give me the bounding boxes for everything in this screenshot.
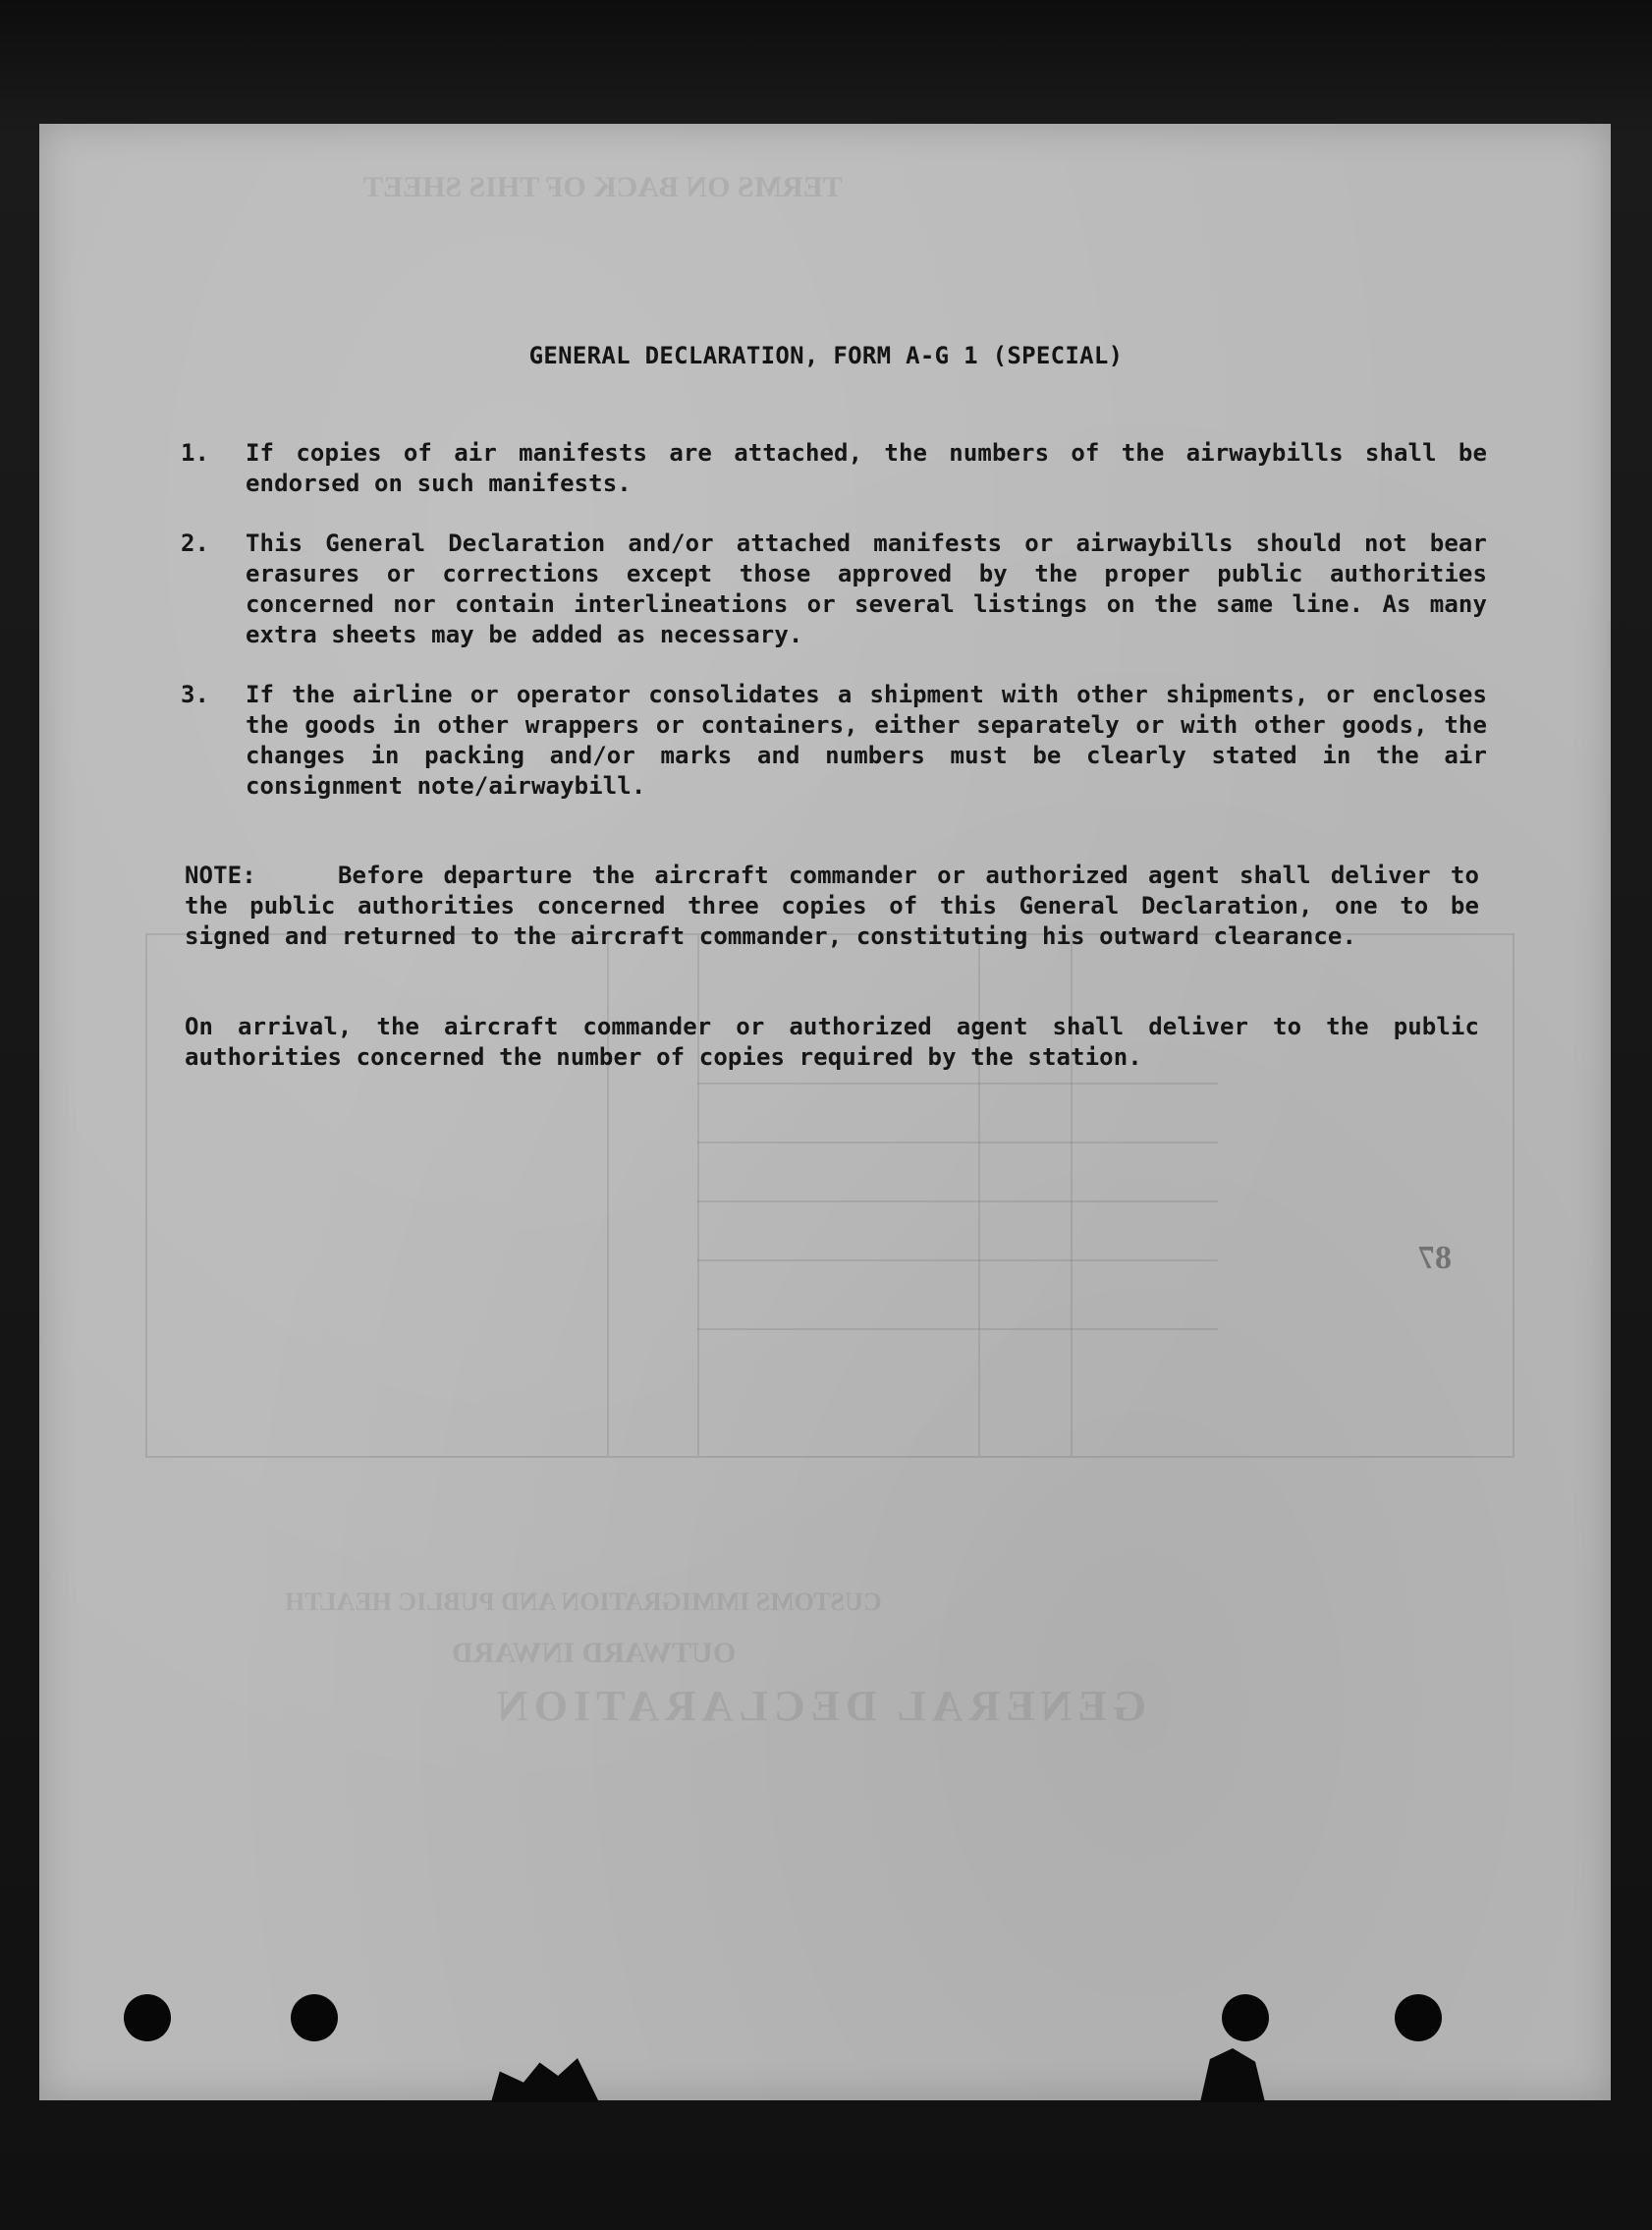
note-text: Before departure the aircraft commander or authorized agent shall deliver to the public authorities concerned three copies of this General Declaration, one to be signed and returned to the aircraft commander, constituting his outward clearance. (185, 862, 1479, 950)
page-number-mark: 87 (1418, 1240, 1452, 1276)
punch-hole (1395, 1994, 1442, 2041)
arrival-paragraph: On arrival, the aircraft commander or authorized agent shall deliver to the public authorities concerned the number of copies required by the station. (185, 1013, 1479, 1071)
punch-hole (124, 1994, 171, 2041)
punch-hole (291, 1994, 338, 2041)
item-text: If the airline or operator consolidates a shipment with other shipments, or encloses the goods in other wrappers or containers, either separately or with other goods, the changes in packing and/or marks and numbers must be clearly stated in the air consignment note/airwaybill. (246, 681, 1487, 800)
item-text: This General Declaration and/or attached manifests or airwaybills should not bear erasures or corrections except those approved by the proper public authorities concerned nor contain interlineations or several listings on the same line. As many extra sheets may be added as necessary. (246, 530, 1487, 648)
item-number: 2. (181, 530, 210, 557)
show-through-text: CUSTOMS IMMIGRATION AND PUBLIC HEALTH (285, 1588, 882, 1616)
document-title: GENERAL DECLARATION, FORM A-G 1 (SPECIAL) (528, 342, 1124, 369)
punch-hole (1222, 1994, 1269, 2041)
show-through-text: GENERAL DECLARATION (491, 1682, 1146, 1730)
note-label: NOTE: (185, 862, 256, 889)
item-text: If copies of air manifests are attached, the numbers of the airwaybills shall be endorsed on such manifests. (246, 439, 1487, 497)
show-through-text: TERMS ON BACK OF THIS SHEET (363, 171, 843, 203)
note-paragraph (185, 861, 1479, 952)
show-through-text: OUTWARD INWARD (452, 1637, 737, 1669)
item-number: 1. (181, 439, 210, 467)
item-number: 3. (181, 681, 210, 708)
